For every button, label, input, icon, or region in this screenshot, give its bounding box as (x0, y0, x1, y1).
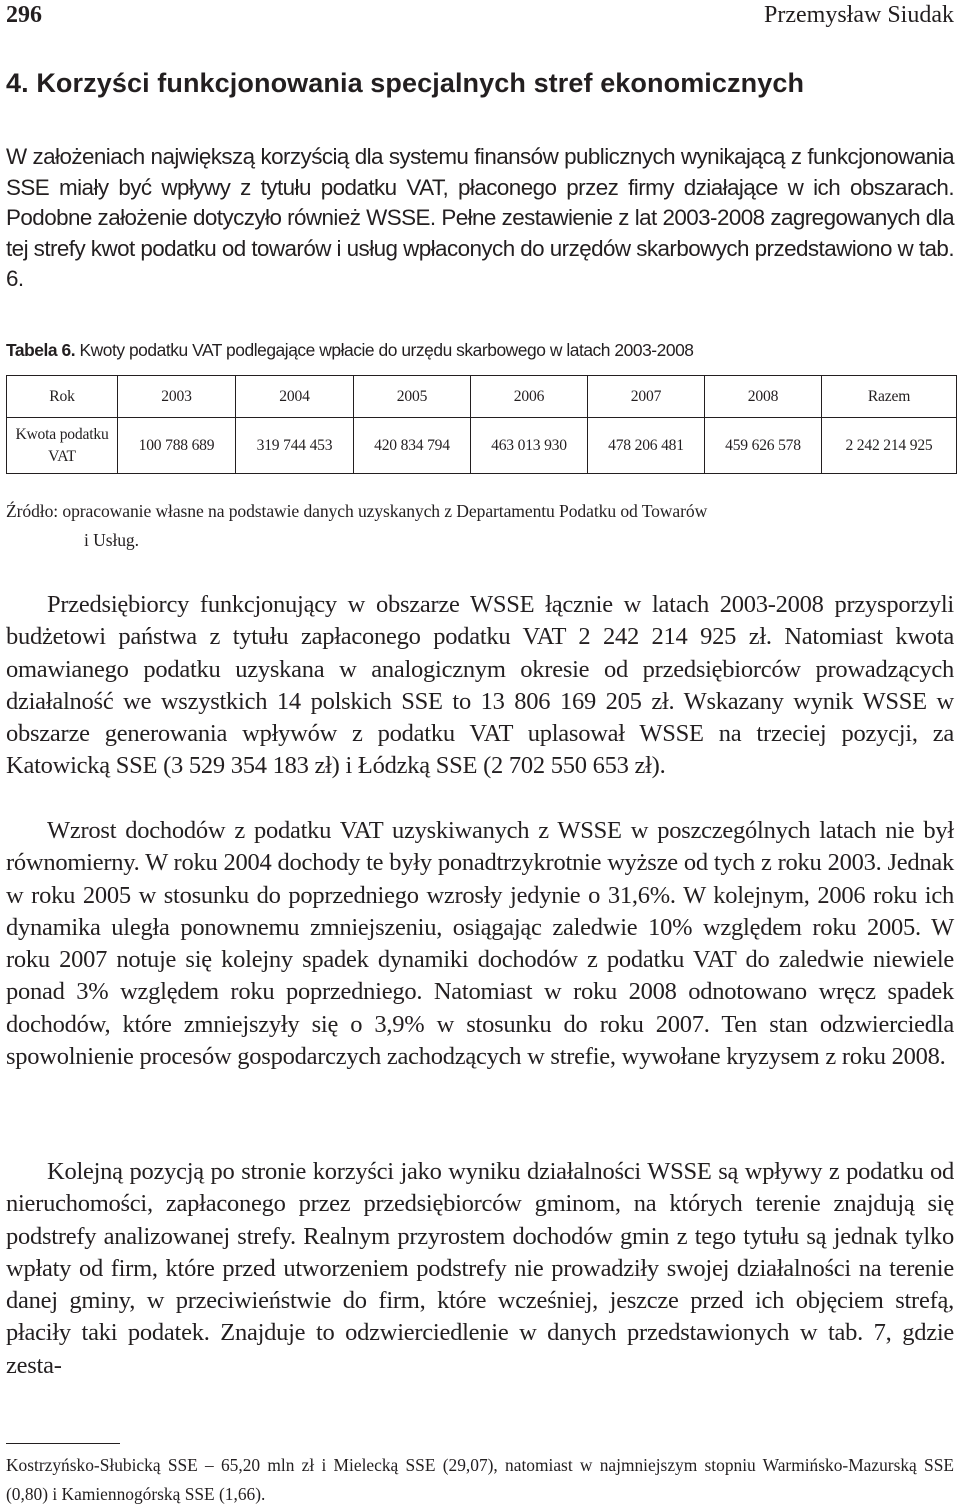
body-paragraph: Kolejną pozycją po stronie korzyści jako wyniku działalności WSSE są wpływy z podatku od nieruchomości, zapłaconego przez przedsiębiorców gminom, na których terenie znajdują się podstrefy analizowanej strefy. Realnym przyrostem dochodów gmin z tego tytułu są jednak tylko wpłaty od firm, które przed utworzeniem podstrefy nie prowadziły swojej działalności na terenie danej gminy, w przeciwieństwie do firm, które wcześniej, jeszcze przed ich objęciem strefą, płaciły taki podatek. Znajduje to odzwierciedlenie w danych przedstawionych w tab. 7, gdzie zesta- (6, 1158, 954, 1379)
table-header-cell: Razem (822, 376, 957, 418)
intro-paragraph: W założeniach największą korzyścią dla systemu finansów publicznych wynikającą z funkcjonowania SSE miały być wpływy z tytułu podatku VAT, płaconego przez firmy działające w ich obszarach. Podobne założenie dotyczyło również WSSE. Pełne zestawienie z lat 2003-2008 zagregowanych dla tej strefy kwot podatku od towarów i usług wpłaconych do urzędów skarbowych przedstawiono w tab. 6. (6, 144, 954, 291)
table-row (7, 418, 957, 474)
table-header-row (7, 376, 957, 418)
table-cell: 2 242 214 925 (822, 418, 957, 474)
body-paragraph: Przedsiębiorcy funkcjonujący w obszarze WSSE łącznie w latach 2003-2008 przysporzyli budżetowi państwa z tytułu zapłaconego podatku VAT 2 242 214 925 zł. Natomiast kwota omawianego podatku uzyskana w analogicznym okresie od przedsiębiorców prowadzących działalność we wszystkich 14 polskich SSE to 13 806 169 205 zł. Wskazany wynik WSSE w obszarze generowania wpływów z podatku VAT uplasował WSSE na trzeciej pozycji, za Katowicką SSE (3 529 354 183 zł) i Łódzką SSE (2 702 550 653 zł). (6, 591, 954, 780)
table-caption-text: Kwoty podatku VAT podlegające wpłacie do urzędu skarbowego w latach 2003-2008 (75, 340, 694, 360)
table-header-cell: 2003 (118, 376, 236, 418)
table-header-cell: 2004 (236, 376, 354, 418)
table-cell: 100 788 689 (118, 418, 236, 474)
table-caption (6, 340, 954, 361)
table-row-label: Kwota podatku VAT (7, 418, 118, 474)
source-line: i Usług. (84, 530, 139, 550)
table-cell: 319 744 453 (236, 418, 354, 474)
page-header (6, 0, 954, 30)
running-head-author: Przemysław Siudak (764, 2, 954, 28)
table-cell: 420 834 794 (354, 418, 471, 474)
table-label: Tabela 6. (6, 340, 76, 360)
page-number: 296 (6, 2, 42, 28)
table-cell: 463 013 930 (471, 418, 588, 474)
table-header-cell: Rok (7, 376, 118, 418)
table-source-note (6, 497, 954, 555)
table-header-cell: 2008 (705, 376, 822, 418)
table-cell: 478 206 481 (588, 418, 705, 474)
source-line: Źródło: opracowanie własne na podstawie danych uzyskanych z Departamentu Podatku od Towarów (6, 501, 708, 521)
section-title: 4. Korzyści funkcjonowania specjalnych stref ekonomicznych (6, 68, 805, 98)
table-cell: 459 626 578 (705, 418, 822, 474)
table-header-cell: 2007 (588, 376, 705, 418)
footnote-divider (6, 1443, 120, 1444)
body-paragraph: Wzrost dochodów z podatku VAT uzyskiwanych z WSSE w poszczególnych latach nie był równomierny. W roku 2004 dochody te były ponadtrzykrotnie wyższe od tych z roku 2003. Jednak w roku 2005 w stosunku do poprzedniego wzrosły jedynie o 31,6%. W kolejnym, 2006 roku ich dynamika uległa ponownemu zmniejszeniu, osiągając zaledwie 10% względem roku 2005. W roku 2007 notuje się kolejny spadek dynamiki dochodów z podatku VAT do zaledwie niewiele ponad 3% względem roku poprzedniego. Natomiast w roku 2008 odnotowano wręcz spadek dochodów, które zmniejszyły się o 3,9% w stosunku do roku 2007. Ten stan odzwierciedla spowolnienie procesów gospodarczych zachodzących w strefie, wywołane kryzysem z roku 2008. (6, 817, 954, 1071)
vat-table (6, 375, 957, 474)
footnote: Kostrzyńsko-Słubicką SSE – 65,20 mln zł i Mielecką SSE (29,07), natomiast w najmniejszym stopniu Warmińsko-Mazurską SSE (0,80) i Kamiennogórską SSE (1,66). (6, 1455, 954, 1504)
table-header-cell: 2006 (471, 376, 588, 418)
table-header-cell: 2005 (354, 376, 471, 418)
